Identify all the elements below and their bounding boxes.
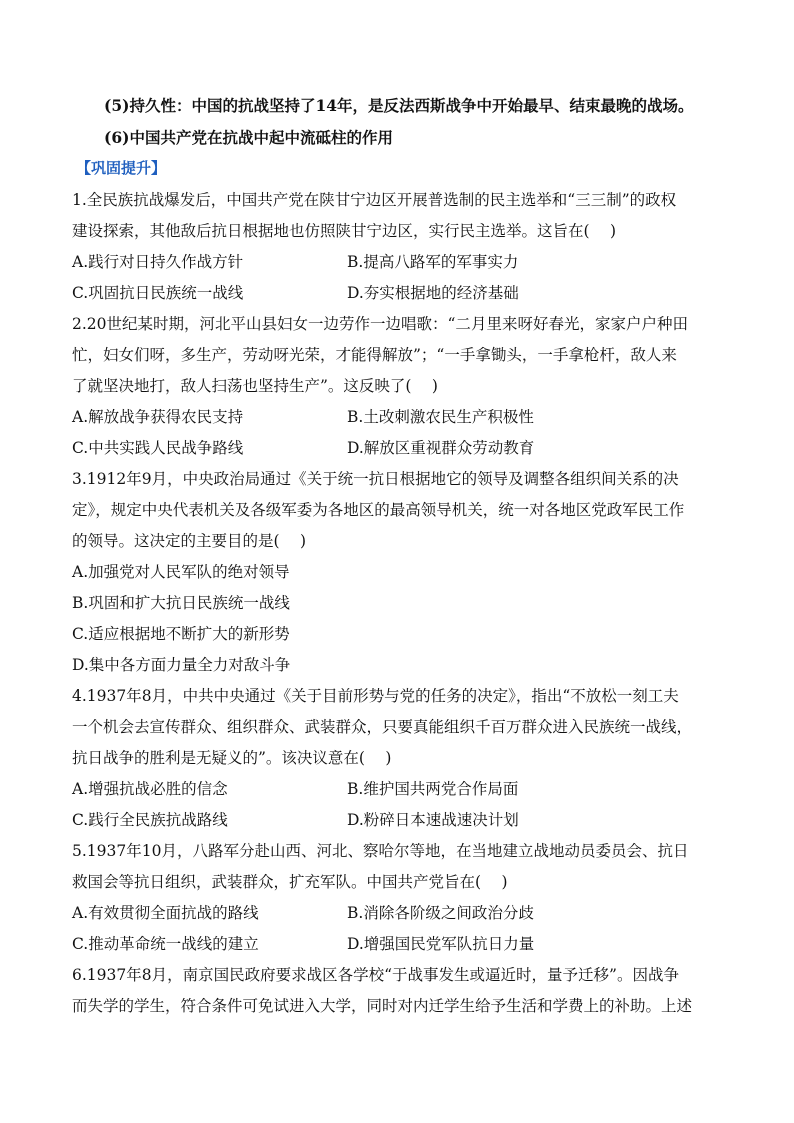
question-stem-line: 的领导。这决定的主要目的是( )	[72, 532, 307, 550]
question-stem-line: 2.20世纪某时期，河北平山县妇女一边劳作一边唱歌：“二月里来呀好春光，家家户户种田	[72, 315, 688, 333]
option-a[interactable]: A.加强党对人民军队的绝对领导	[72, 563, 290, 581]
option-a[interactable]: A.增强抗战必胜的信念	[72, 780, 228, 798]
question-stem-line: 忙，妇女们呀，多生产，劳动呀光荣，才能得解放”；“一手拿锄头，一手拿枪杆，敌人来	[72, 346, 677, 364]
question-stem-line: 而失学的学生，符合条件可免试进入大学，同时对内迁学生给予生活和学费上的补助。上述	[72, 997, 693, 1015]
question-stem-line: 定》，规定中央代表机关及各级军委为各地区的最高领导机关，统一对各地区党政军民工作	[72, 501, 685, 519]
option-c[interactable]: C.践行全民族抗战路线	[72, 811, 228, 829]
option-a[interactable]: A.践行对日持久作战方针	[72, 253, 244, 271]
option-d[interactable]: D.夯实根据地的经济基础	[347, 284, 519, 302]
option-d[interactable]: D.解放区重视群众劳动教育	[347, 439, 535, 457]
question-stem-line: 5.1937年10月，八路军分赴山西、河北、察哈尔等地，在当地建立战地动员委员会、抗日	[72, 842, 689, 860]
option-a[interactable]: A.解放战争获得农民支持	[72, 408, 244, 426]
question-stem-line: 建设探索，其他敌后抗日根据地也仿照陕甘宁边区，实行民主选举。这旨在( )	[72, 222, 617, 240]
section-heading: 【巩固提升】	[76, 159, 167, 177]
option-c[interactable]: C.中共实践人民战争路线	[72, 439, 244, 457]
option-d[interactable]: D.集中各方面力量全力对敌斗争	[72, 656, 291, 674]
option-c[interactable]: C.推动革命统一战线的建立	[72, 935, 259, 953]
question-stem-line: 6.1937年8月，南京国民政府要求战区各学校“于战事发生或逼近时，量予迁移”。因战争	[72, 966, 679, 984]
question-stem-line: 了就坚决地打，敌人扫荡也坚持生产”。这反映了( )	[72, 377, 438, 395]
question-stem-line: 1.全民族抗战爆发后，中国共产党在陕甘宁边区开展普选制的民主选举和“三三制”的政权	[72, 191, 677, 209]
question-stem-line: 3.1912年9月，中央政治局通过《关于统一抗日根据地它的领导及调整各组织间关系的决	[72, 470, 679, 488]
option-b[interactable]: B.消除各阶级之间政治分歧	[347, 904, 534, 922]
question-stem-line: 抗日战争的胜利是无疑义的”。该决议意在( )	[72, 749, 392, 767]
question-stem-line: 一个机会去宣传群众、组织群众、武装群众，只要真能组织千百万群众进入民族统一战线，	[72, 718, 693, 736]
option-a[interactable]: A.有效贯彻全面抗战的路线	[72, 904, 259, 922]
option-b[interactable]: B.提高八路军的军事实力	[347, 253, 519, 271]
option-b[interactable]: B.维护国共两党合作局面	[347, 780, 519, 798]
option-d[interactable]: D.粉碎日本速战速决计划	[347, 811, 519, 829]
intro-point-6: (6)中国共产党在抗战中起中流砥柱的作用	[104, 128, 393, 147]
option-c[interactable]: C.适应根据地不断扩大的新形势	[72, 625, 290, 643]
question-stem-line: 4.1937年8月，中共中央通过《关于目前形势与党的任务的决定》，指出“不放松一刻工夫	[72, 687, 679, 705]
option-c[interactable]: C.巩固抗日民族统一战线	[72, 284, 244, 302]
option-d[interactable]: D.增强国民党军队抗日力量	[347, 935, 535, 953]
option-b[interactable]: B.巩固和扩大抗日民族统一战线	[72, 594, 290, 612]
question-stem-line: 救国会等抗日组织，武装群众，扩充军队。中国共产党旨在( )	[72, 873, 508, 891]
intro-point-5: (5)持久性：中国的抗战坚持了14年，是反法西斯战争中开始最早、结束最晚的战场。	[104, 96, 694, 115]
option-b[interactable]: B.土改刺激农民生产积极性	[347, 408, 534, 426]
